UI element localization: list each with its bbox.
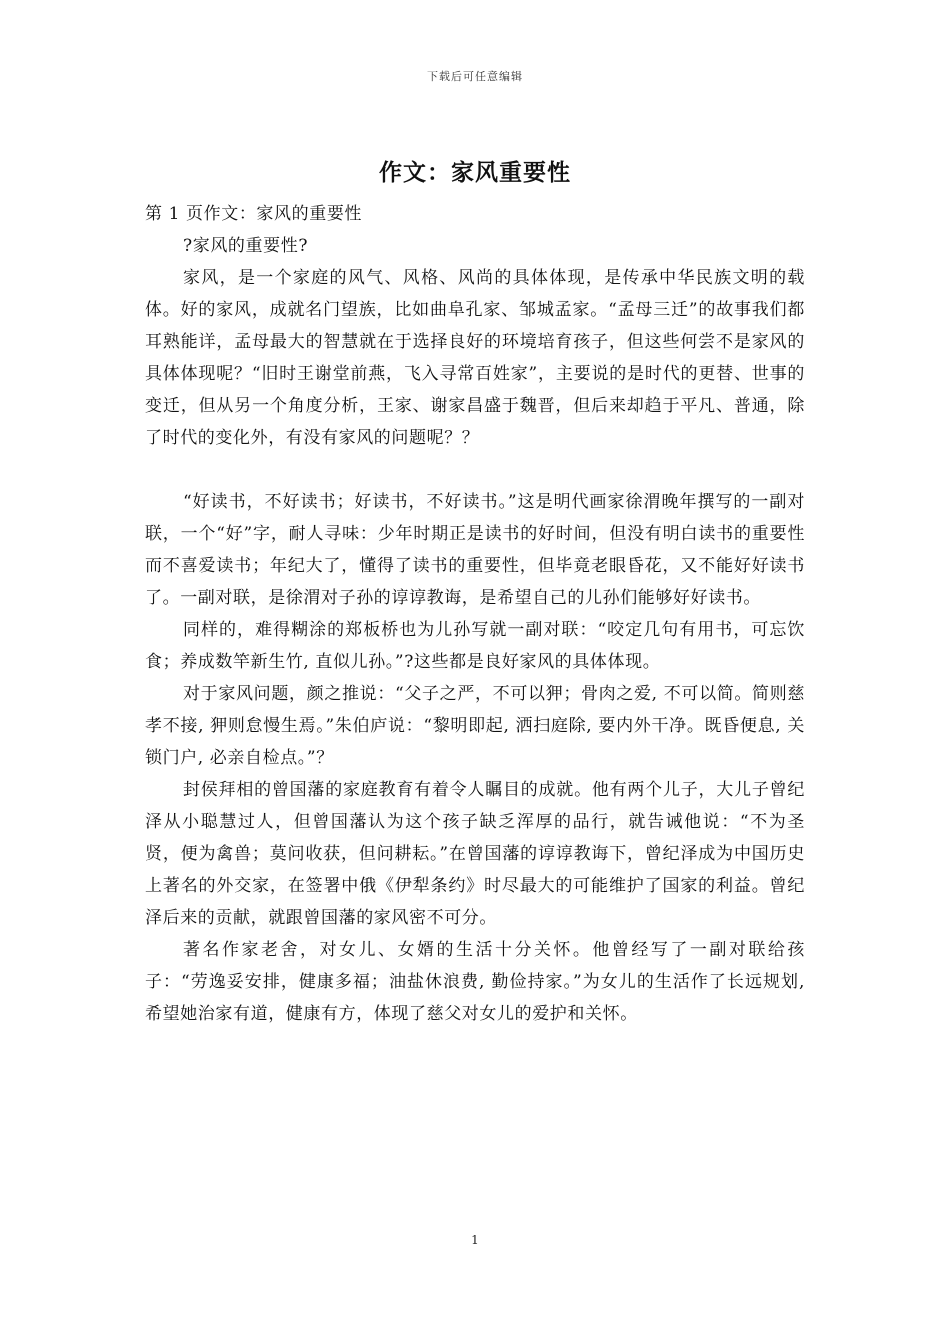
document-title: 作文：家风重要性 (379, 159, 571, 186)
paragraph: 家风，是一个家庭的风气、风格、风尚的具体体现，是传承中华民族文明的载体。好的家风，成就名门望族，比如曲阜孔家、邹城孟家。“孟母三迁”的故事我们都耳熟能详，孟母最大的智慧就在于选择良好的环境培育孩子，但这些何尝不是家风的具体体现呢？“旧时王谢堂前燕，飞入寻常百姓家”，主要说的是时代的更替、世事的变迁，但从另一个角度分析，王家、谢家昌盛于魏晋，但后来却趋于平凡、普通，除了时代的变化外，有没有家风的问题呢？？ (145, 268, 805, 448)
page-number: 1 (471, 1233, 479, 1247)
paragraph-spacer (145, 454, 805, 486)
paragraph: 同样的，难得糊涂的郑板桥也为儿孙写就一副对联：“咬定几句有用书，可忘饮食；养成数竿新生竹, 直似儿孙。”?这些都是良好家风的具体体现。 (145, 620, 805, 672)
section-heading: ?家风的重要性? (183, 236, 309, 256)
document-body (145, 198, 805, 1030)
paragraph: 著名作家老舍，对女儿、女婿的生活十分关怀。他曾经写了一副对联给孩子：“劳逸妥安排，健康多福；油盐休浪费, 勤俭持家。”为女儿的生活作了长远规划, 希望她治家有道，健康有方，体现了慈父对女儿的爱护和关怀。 (145, 940, 805, 1024)
document-subtitle: 第 1 页作文：家风的重要性 (145, 204, 363, 224)
paragraph: 对于家风问题，颜之推说：“父子之严，不可以狎；骨肉之爱, 不可以简。简则慈孝不接, 狎则怠慢生焉。”朱伯庐说：“黎明即起, 洒扫庭除, 要内外干净。既昏便息, 关锁门户, 必亲自检点。”？ (145, 684, 805, 768)
paragraph: “好读书，不好读书；好读书，不好读书。”这是明代画家徐渭晚年撰写的一副对联，一个“好”字，耐人寻味：少年时期正是读书的好时间，但没有明白读书的重要性而不喜爱读书；年纪大了，懂得了读书的重要性，但毕竟老眼昏花，又不能好好读书了。一副对联，是徐渭对子孙的谆谆教诲，是希望自己的儿孙们能够好好读书。 (145, 492, 805, 608)
paragraph: 封侯拜相的曾国藩的家庭教育有着令人瞩目的成就。他有两个儿子，大儿子曾纪泽从小聪慧过人，但曾国藩认为这个孩子缺乏浑厚的品行，就告诫他说：“不为圣贤，便为禽兽；莫问收获，但问耕耘。”在曾国藩的谆谆教诲下，曾纪泽成为中国历史上著名的外交家，在签署中俄《伊犁条约》时尽最大的可能维护了国家的利益。曾纪泽后来的贡献，就跟曾国藩的家风密不可分。 (145, 780, 805, 928)
page-header-note: 下载后可任意编辑 (427, 70, 523, 83)
